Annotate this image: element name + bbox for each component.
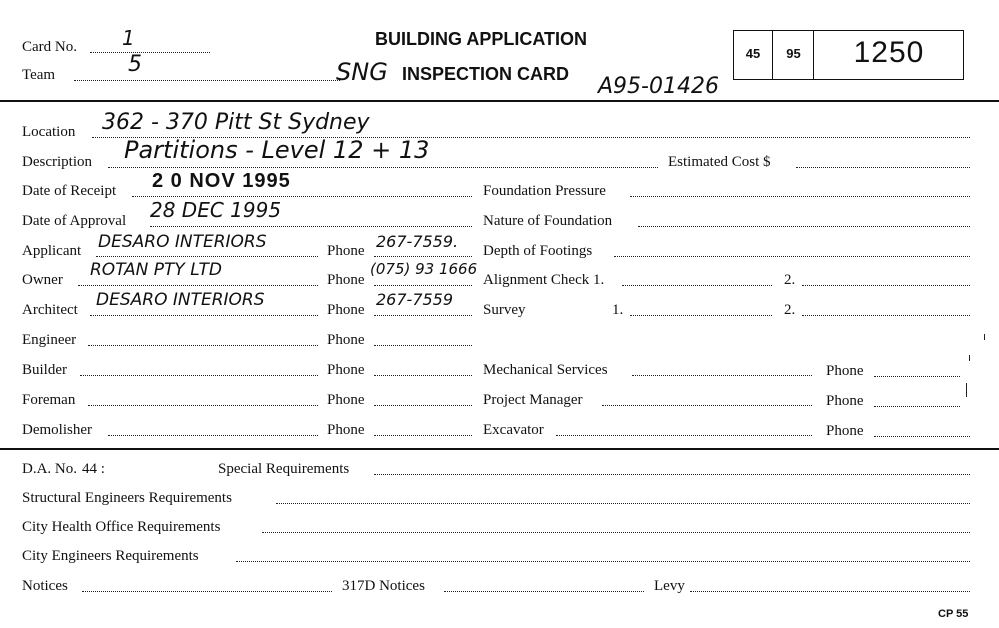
demolisher-phone-label: Phone	[327, 422, 365, 438]
excavator-dots	[556, 435, 812, 436]
box-value-a: 45	[745, 46, 761, 61]
city-health-requirements-label: City Health Office Requirements	[22, 519, 221, 535]
margin-mark	[984, 334, 985, 340]
project-manager-label: Project Manager	[483, 392, 583, 408]
engineer-phone-dots	[374, 345, 472, 346]
builder-phone-label: Phone	[327, 362, 365, 378]
da-no-label: D.A. No.	[22, 461, 77, 477]
depth-of-footings-dots	[614, 256, 970, 257]
nature-of-foundation-label: Nature of Foundation	[483, 213, 613, 229]
architect-phone-dots	[374, 315, 472, 316]
applicant-phone-value: 267-7559.	[376, 232, 459, 251]
builder-dots	[80, 375, 318, 376]
survey-2-label: 2.	[784, 302, 796, 318]
demolisher-label: Demolisher	[22, 422, 92, 438]
levy-dots	[690, 591, 970, 592]
architect-phone-label: Phone	[327, 302, 365, 318]
location-value: 362 - 370 Pitt St Sydney	[102, 110, 370, 135]
engineer-label: Engineer	[22, 332, 77, 348]
builder-label: Builder	[22, 362, 67, 378]
date-of-approval-label: Date of Approval	[22, 213, 127, 229]
header-divider	[0, 100, 999, 102]
foreman-phone-dots	[374, 405, 472, 406]
architect-phone-value: 267-7559	[376, 290, 454, 309]
project-manager-dots	[602, 405, 812, 406]
card-number: 1250	[853, 36, 925, 69]
applicant-value: DESARO INTERIORS	[98, 232, 267, 252]
date-of-receipt-label: Date of Receipt	[22, 183, 117, 199]
nature-of-foundation-dots	[638, 226, 970, 227]
mechanical-services-label: Mechanical Services	[483, 362, 608, 378]
alignment-check-2-label: 2.	[784, 272, 796, 288]
margin-mark	[969, 355, 970, 361]
estimated-cost-dots	[796, 167, 970, 168]
da-no-value: 44 :	[82, 461, 105, 477]
owner-value: ROTAN PTY LTD	[90, 260, 222, 280]
notices-dots	[82, 591, 332, 592]
date-of-receipt-dots	[132, 196, 472, 197]
owner-dots	[78, 285, 318, 286]
applicant-phone-dots	[374, 256, 472, 257]
structural-requirements-dots	[276, 503, 970, 504]
demolisher-phone-dots	[374, 435, 472, 436]
description-dots	[108, 167, 658, 168]
city-engineers-requirements-dots	[236, 561, 970, 562]
engineer-phone-label: Phone	[327, 332, 365, 348]
architect-label: Architect	[22, 302, 78, 318]
excavator-phone-dots	[874, 436, 970, 437]
city-engineers-requirements-label: City Engineers Requirements	[22, 548, 199, 564]
file-reference: A95-01426	[598, 74, 719, 99]
foreman-phone-label: Phone	[327, 392, 365, 408]
architect-value: DESARO INTERIORS	[96, 290, 265, 310]
notices-317d-label: 317D Notices	[342, 578, 425, 594]
card-no-dots	[90, 52, 210, 53]
mechanical-services-phone-label: Phone	[826, 363, 864, 379]
owner-phone-label: Phone	[327, 272, 365, 288]
mechanical-services-dots	[632, 375, 812, 376]
demolisher-dots	[108, 435, 318, 436]
survey-1-label: 1.	[612, 302, 624, 318]
excavator-label: Excavator	[483, 422, 544, 438]
builder-phone-dots	[374, 375, 472, 376]
foundation-pressure-label: Foundation Pressure	[483, 183, 606, 199]
project-manager-phone-label: Phone	[826, 393, 864, 409]
mechanical-services-phone-dots	[874, 376, 960, 377]
date-of-approval-dots	[150, 226, 472, 227]
city-health-requirements-dots	[262, 532, 970, 533]
special-requirements-label: Special Requirements	[218, 461, 350, 477]
excavator-phone-label: Phone	[826, 423, 864, 439]
date-of-receipt-stamp: 2 0 NOV 1995	[152, 170, 291, 192]
estimated-cost-label: Estimated Cost $	[668, 154, 771, 170]
date-of-approval-value: 28 DEC 1995	[150, 198, 282, 222]
special-requirements-dots	[374, 474, 970, 475]
alignment-check-label: Alignment Check 1.	[483, 272, 605, 288]
card-no-label: Card No.	[22, 39, 77, 55]
title-line-1: BUILDING APPLICATION	[375, 29, 587, 49]
depth-of-footings-label: Depth of Footings	[483, 243, 593, 259]
team-value: 5	[128, 52, 142, 77]
structural-requirements-label: Structural Engineers Requirements	[22, 490, 232, 506]
form-code: CP 55	[938, 608, 969, 620]
owner-phone-dots	[374, 285, 472, 286]
notices-label: Notices	[22, 578, 68, 594]
applicant-phone-label: Phone	[327, 243, 365, 259]
architect-dots	[90, 315, 318, 316]
foundation-pressure-dots	[630, 196, 970, 197]
survey-2-dots	[802, 315, 970, 316]
survey-1-dots	[630, 315, 772, 316]
applicant-label: Applicant	[22, 243, 82, 259]
description-label: Description	[22, 154, 92, 170]
foreman-label: Foreman	[22, 392, 76, 408]
notices-317d-dots	[444, 591, 644, 592]
levy-label: Levy	[654, 578, 685, 594]
team-dots	[74, 80, 340, 81]
applicant-dots	[96, 256, 318, 257]
inspector-initials: SNG	[336, 58, 388, 86]
title-line-2: INSPECTION CARD	[402, 64, 570, 84]
owner-label: Owner	[22, 272, 63, 288]
description-value: Partitions - Level 12 + 13	[124, 136, 430, 164]
team-label: Team	[22, 67, 56, 83]
alignment-check-2-dots	[802, 285, 970, 286]
footer-divider	[0, 448, 999, 450]
box-value-b: 95	[786, 46, 801, 61]
survey-label: Survey	[483, 302, 526, 318]
location-label: Location	[22, 124, 76, 140]
card-no-value: 1	[122, 26, 135, 50]
foreman-dots	[88, 405, 318, 406]
project-manager-phone-dots	[874, 406, 960, 407]
owner-phone-value: (075) 93 1666	[370, 260, 478, 278]
engineer-dots	[88, 345, 318, 346]
alignment-check-1-dots	[622, 285, 772, 286]
margin-mark	[966, 383, 967, 397]
